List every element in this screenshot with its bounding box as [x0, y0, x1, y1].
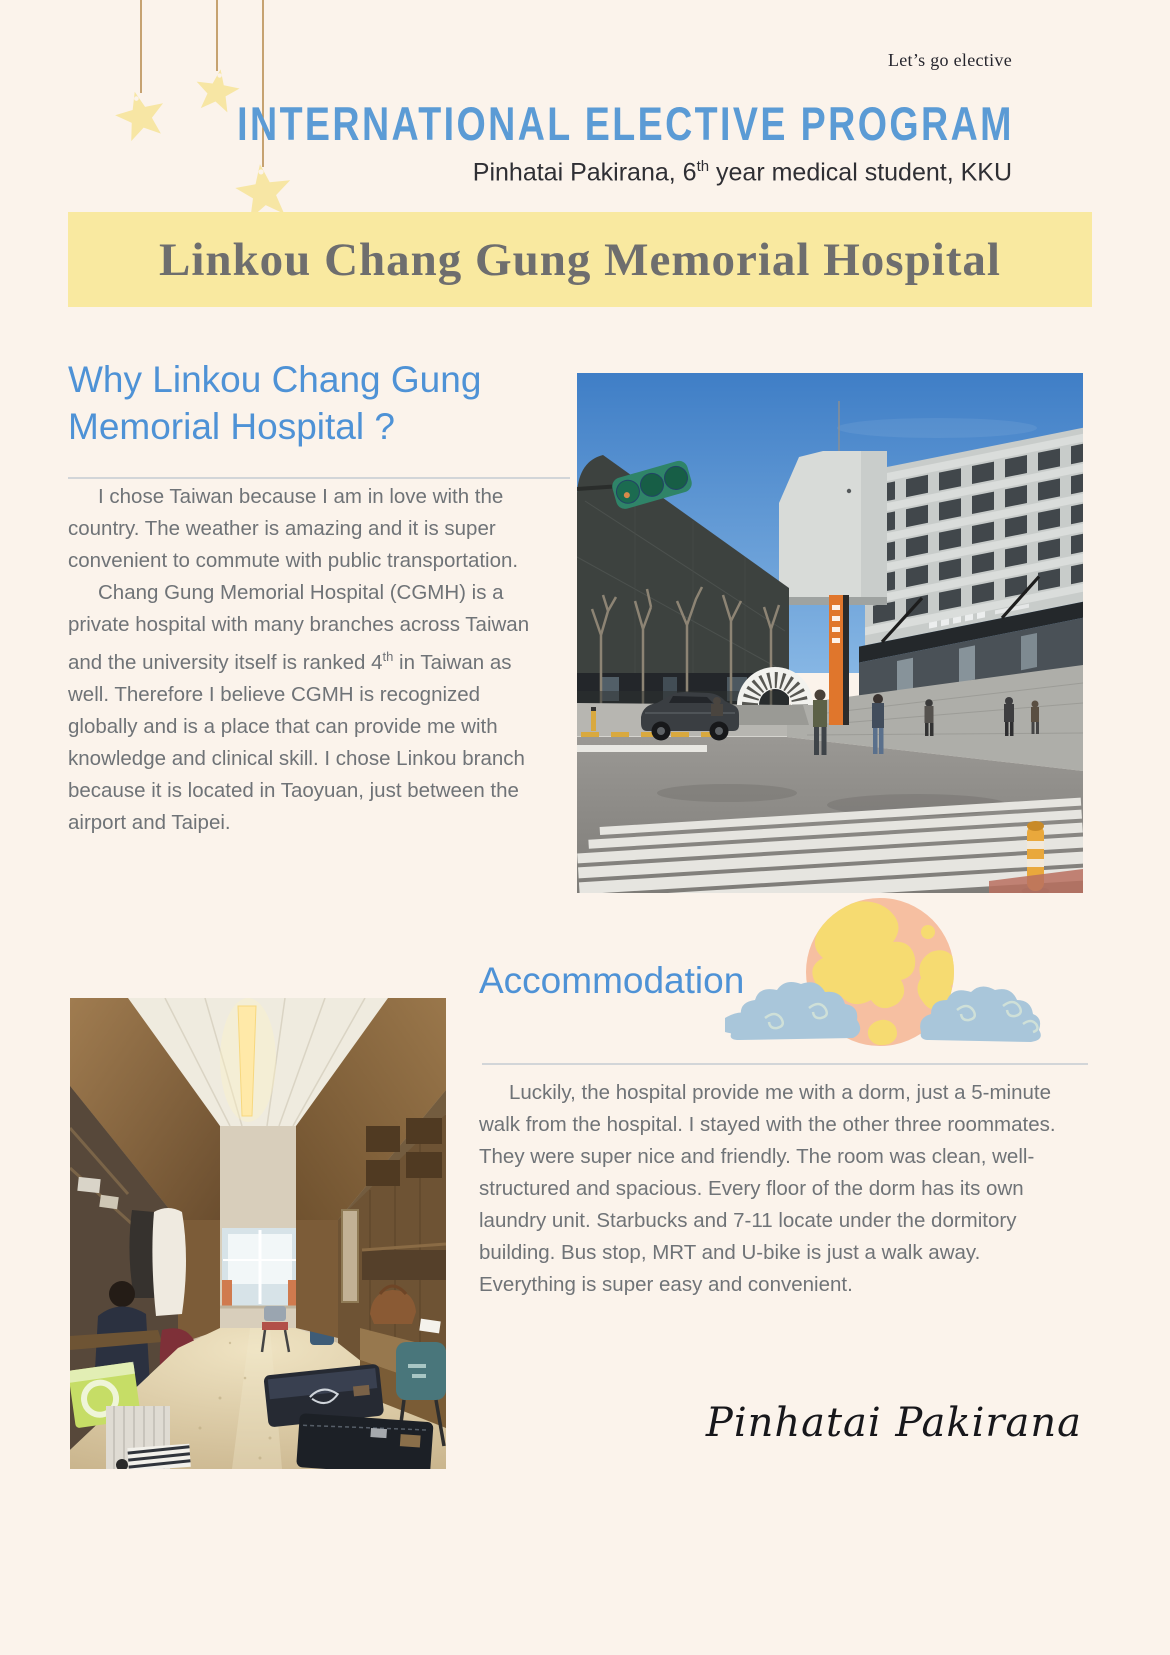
why-paragraph-2: [68, 577, 544, 839]
accommodation-section-heading: Accommodation: [479, 960, 745, 1001]
orange-sign: [829, 595, 849, 725]
why-paragraph-2-rest: in Taiwan as well. Therefore I believe CGMH is recognized globally and is a place that can provide me with knowledge and clinical skill. I chose Linkou branch because it is located in Taoyuan, just between the airport and Taipei.: [68, 650, 525, 834]
why-section-heading: Why Linkou Chang Gung Memorial Hospital ?: [68, 359, 482, 447]
hospital-name-banner: [68, 212, 1092, 307]
author-line: [473, 158, 1012, 187]
why-paragraph-2-text: Chang Gung Memorial Hospital (CGMH) is a private hospital with many branches across Taiwan and the university itself is ranked 4: [68, 581, 530, 674]
signature: Pinhatai Pakirana: [705, 1400, 1082, 1446]
open-suitcase-2: [296, 1413, 433, 1469]
rank-ordinal-sup: th: [382, 649, 394, 664]
why-heading-divider: [68, 477, 570, 479]
accommodation-section-body: [479, 1077, 1079, 1301]
hospital-name: Linkou Chang Gung Memorial Hospital: [159, 233, 1001, 286]
hospital-photo: [577, 373, 1083, 893]
mirror: [342, 1210, 358, 1302]
why-section-body: [68, 481, 544, 839]
author-detail: year medical student, KKU: [709, 158, 1012, 187]
white-robe: [152, 1208, 186, 1316]
accommodation-paragraph: Luckily, the hospital provide me with a dorm, just a 5-minute walk from the hospital. I stayed with the other three roommates. They were super nice and friendly. The room was clean, well-structured and spacious. Every floor of the dorm has its own laundry unit. Starbucks and 7-11 locate under the dormitory building. Bus stop, MRT and U-bike is just a walk away. Everything is super easy and convenient.: [479, 1081, 1056, 1296]
dorm-photo: [70, 998, 446, 1469]
author-ordinal-sup: th: [696, 158, 710, 175]
author-name: Pinhatai Pakirana, 6: [472, 158, 697, 187]
tagline: Let’s go elective: [887, 50, 1012, 70]
striped-cloth: [127, 1444, 190, 1469]
moon-clouds-icon: [725, 882, 1055, 1067]
page-title: INTERNATIONAL ELECTIVE PROGRAM: [237, 97, 1014, 150]
why-paragraph-1: I chose Taiwan because I am in love with the country. The weather is amazing and it is super convenient to commute with public transportation.: [68, 485, 519, 572]
